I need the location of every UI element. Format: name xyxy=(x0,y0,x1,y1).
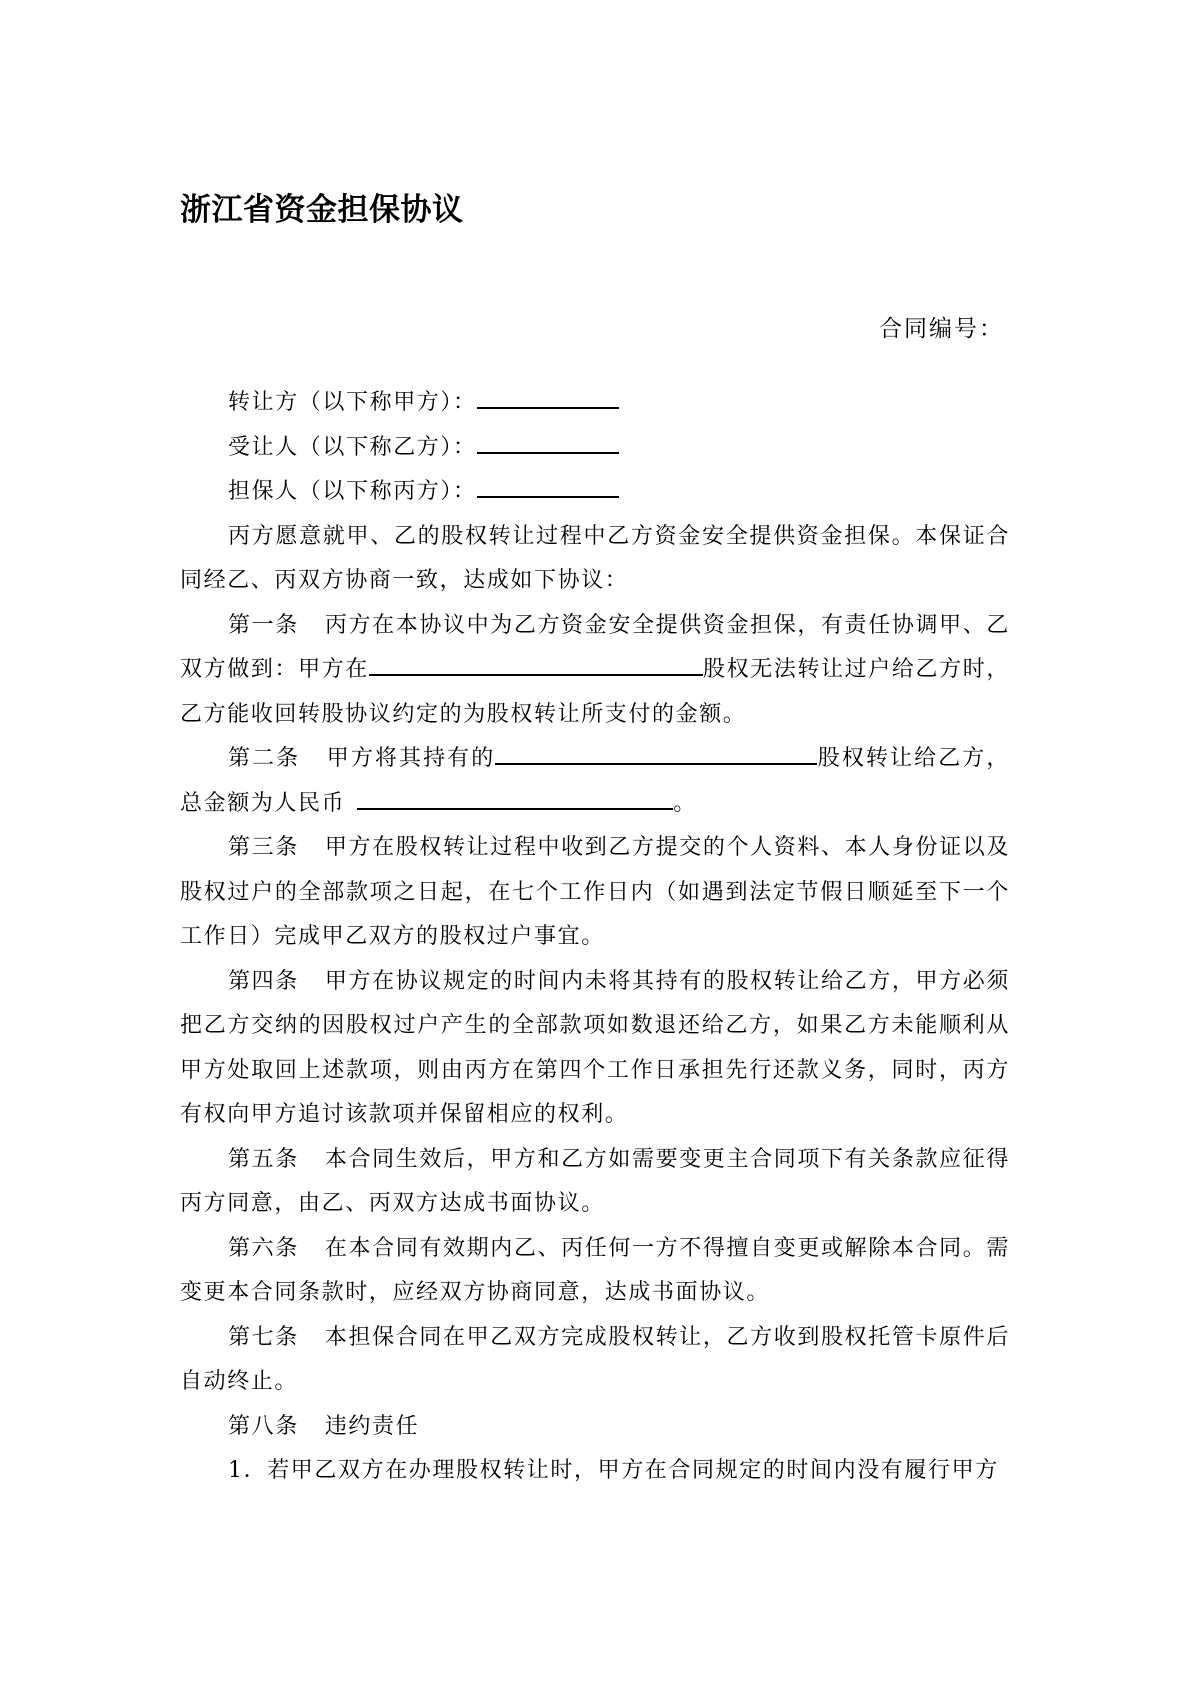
article-1-blank[interactable] xyxy=(369,656,703,676)
party-guarantor: 担保人（以下称丙方）： xyxy=(180,470,1010,515)
article-4: 第四条 甲方在协议规定的时间内未将其持有的股权转让给乙方，甲方必须把乙方交纳的因股权过户产生的全部款项如数退还给乙方，如果乙方未能顺利从甲方处取回上述款项，则由丙方在第四个工作日承担先行还款义务，同时，丙方有权向甲方追讨该款项并保留相应的权利。 xyxy=(180,968,1010,1127)
intro-paragraph: 丙方愿意就甲、乙的股权转让过程中乙方资金安全提供资金担保。本保证合同经乙、丙双方协商一致，达成如下协议： xyxy=(180,523,1010,593)
article-7: 第七条 本担保合同在甲乙双方完成股权转让，乙方收到股权托管卡原件后自动终止。 xyxy=(180,1324,1010,1394)
article-2-share-blank[interactable] xyxy=(495,745,817,765)
article-7-label: 第七条 xyxy=(228,1324,299,1350)
clause-1: 1．若甲乙双方在办理股权转让时，甲方在合同规定的时间内没有履行甲方 xyxy=(228,1458,999,1483)
article-1-label: 第一条 xyxy=(228,612,299,638)
article-2-amount-blank[interactable] xyxy=(357,790,673,810)
article-8: 第八条 违约责任 xyxy=(228,1413,420,1439)
article-2: 第二条 甲方将其持有的 股权转让给乙方，总金额为人民币 。 xyxy=(180,746,1010,816)
transferor-blank[interactable] xyxy=(477,389,619,409)
guarantor-blank[interactable] xyxy=(477,478,619,498)
article-6: 第六条 在本合同有效期内乙、丙任何一方不得擅自变更或解除本合同。需变更本合同条款时，应经双方协商同意，达成书面协议。 xyxy=(180,1235,1010,1305)
article-5-label: 第五条 xyxy=(228,1146,299,1172)
page-title: 浙江省资金担保协议 xyxy=(180,192,464,228)
party-transferee: 受让人（以下称乙方）： xyxy=(180,426,1010,471)
article-5: 第五条 本合同生效后，甲方和乙方如需要变更主合同项下有关条款应征得丙方同意，由乙、丙双方达成书面协议。 xyxy=(180,1146,1010,1216)
contract-number-label: 合同编号： xyxy=(879,316,1004,342)
article-3: 第三条 甲方在股权转让过程中收到乙方提交的个人资料、本人身份证以及股权过户的全部款项之日起，在七个工作日内（如遇到法定节假日顺延至下一个工作日）完成甲乙双方的股权过户事宜。 xyxy=(180,835,1010,949)
article-1: 第一条 丙方在本协议中为乙方资金安全提供资金担保，有责任协调甲、乙双方做到：甲方在 股权无法转让过户给乙方时，乙方能收回转股协议约定的为股权转让所支付的金额。 xyxy=(180,612,1010,727)
article-4-label: 第四条 xyxy=(228,968,299,994)
article-6-label: 第六条 xyxy=(228,1235,299,1261)
article-3-label: 第三条 xyxy=(228,835,299,860)
article-8-label: 第八条 xyxy=(228,1413,299,1439)
transferee-blank[interactable] xyxy=(477,434,619,454)
contract-body xyxy=(180,381,1010,1494)
article-2-label: 第二条 xyxy=(228,746,301,771)
party-transferor: 转让方（以下称甲方）： xyxy=(180,381,1010,426)
